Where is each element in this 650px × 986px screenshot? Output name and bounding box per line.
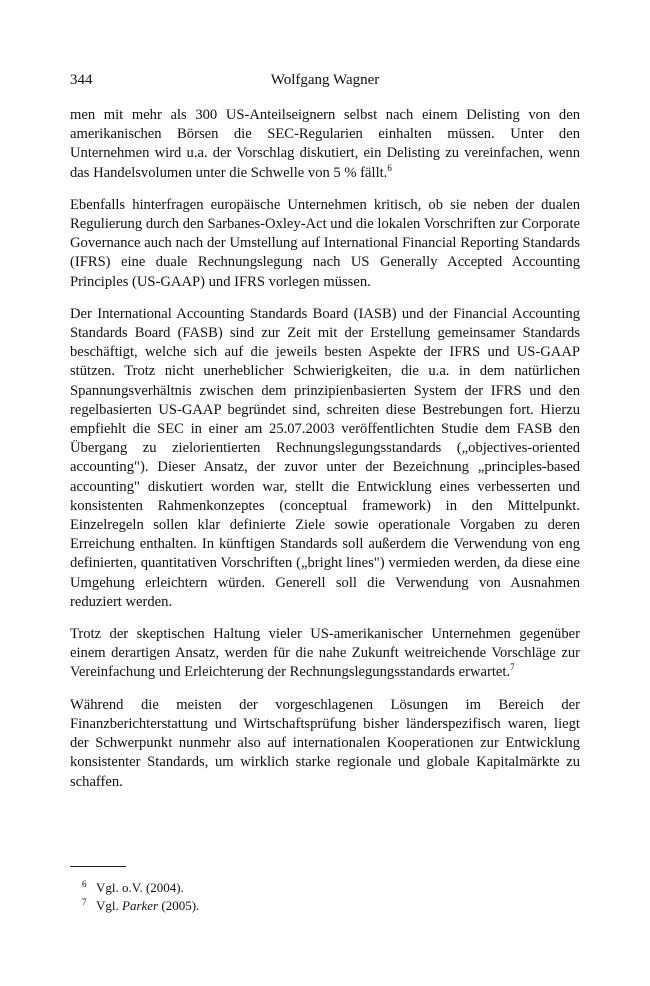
footnote-text-end: (2005). <box>158 898 200 913</box>
paragraph <box>70 305 580 612</box>
footnotes <box>82 879 562 915</box>
paragraph-text: Der International Accounting Standards Board (IASB) und der Financial Accounting Standards Board (FASB) sind zur Zeit mit der Erstellung gemeinsamer Standards beschäftigt, welche sich auf die jeweils besten Aspekte der IFRS und US-GAAP stützen. Trotz nicht unerheblicher Schwierigkeiten, die u.a. in dem natürlichen Spannungsverhältnis zwischen dem prinzipienbasierten System der IFRS und den regelbasierten US-GAAP begründet sind, schreiten diese Bestrebungen fort. Hierzu empfiehlt die SEC in einer am 25.07.2003 veröffentlichten Studie dem FASB den Übergang zu zielorientierten Rechnungslegungsstandards („objectives-oriented accounting"). Dieser Ansatz, der zuvor unter der Bezeichnung „principles-based accounting" diskutiert worden war, stellt die Entwicklung eines verbesserten und konsistenten Rahmenkonzeptes (conceptual framework) in den Mittelpunkt. Einzelregeln sollen klar definierte Ziele sowie operationale Vorgaben zu deren Erreichung enthalten. In künftigen Standards soll außerdem die Verwendung von eng definierten, quantitativen Vorschriften („bright lines") vermieden werden, da diese eine Umgehung erleichtern würden. Generell soll die Verwendung von Ausnahmen reduziert werden. <box>70 305 580 610</box>
paragraph <box>70 696 580 792</box>
page-number: 344 <box>70 72 93 88</box>
paragraph-text: men mit mehr als 300 US-Anteilseignern selbst nach einem Delisting von den amerikanischen Börsen die SEC-Regularien einhalten müssen. Unter den Unternehmen wird u.a. der Vorschlag diskutiert, ein Delisting zu vereinfachen, wenn das Handelsvolumen unter die Schwelle von 5 % fällt. <box>70 107 580 181</box>
footnote-mark: 7 <box>82 897 87 907</box>
page-header <box>70 72 580 92</box>
footnote <box>82 879 562 897</box>
running-head: Wolfgang Wagner <box>270 72 380 88</box>
body-text <box>70 106 580 805</box>
footnote-text: Vgl. <box>96 898 122 913</box>
footnote-reference[interactable]: 6 <box>387 162 392 173</box>
paragraph <box>70 625 580 683</box>
paragraph-text: Während die meisten der vorgeschlagenen Lösungen im Bereich der Finanzberichterstattung und Wirtschaftsprüfung bisher länderspezifisch waren, liegt der Schwerpunkt nunmehr also auf internationalen Kooperationen zur Entwicklung konsistenter Standards, um wirklich starke regionale und globale Kapitalmärkte zu schaffen. <box>70 696 580 790</box>
footnote-reference[interactable]: 7 <box>510 662 515 673</box>
paragraph <box>70 196 580 292</box>
paragraph-text: Ebenfalls hinterfragen europäische Unternehmen kritisch, ob sie neben der dualen Regulierung durch den Sarbanes-Oxley-Act und die lokalen Vorschriften zur Corporate Governance auch nach der Umstellung auf International Financial Reporting Standards (IFRS) eine duale Rechnungslegung nach US Generally Accepted Accounting Principles (US-GAAP) und IFRS vorlegen müssen. <box>70 196 580 290</box>
footnote-text: Vgl. o.V. (2004). <box>96 880 184 895</box>
footnote <box>82 897 562 915</box>
footnote-author: Parker <box>122 898 159 913</box>
footnote-mark: 6 <box>82 879 87 889</box>
footnote-separator <box>70 866 126 867</box>
paragraph-text: Trotz der skeptischen Haltung vieler US-amerikanischer Unternehmen gegenüber einem derartigen Ansatz, werden für die nahe Zukunft weitreichende Vorschläge zur Vereinfachung und Erleichterung der Rechnungslegungsstandards erwartet. <box>70 626 580 681</box>
paragraph <box>70 106 580 183</box>
